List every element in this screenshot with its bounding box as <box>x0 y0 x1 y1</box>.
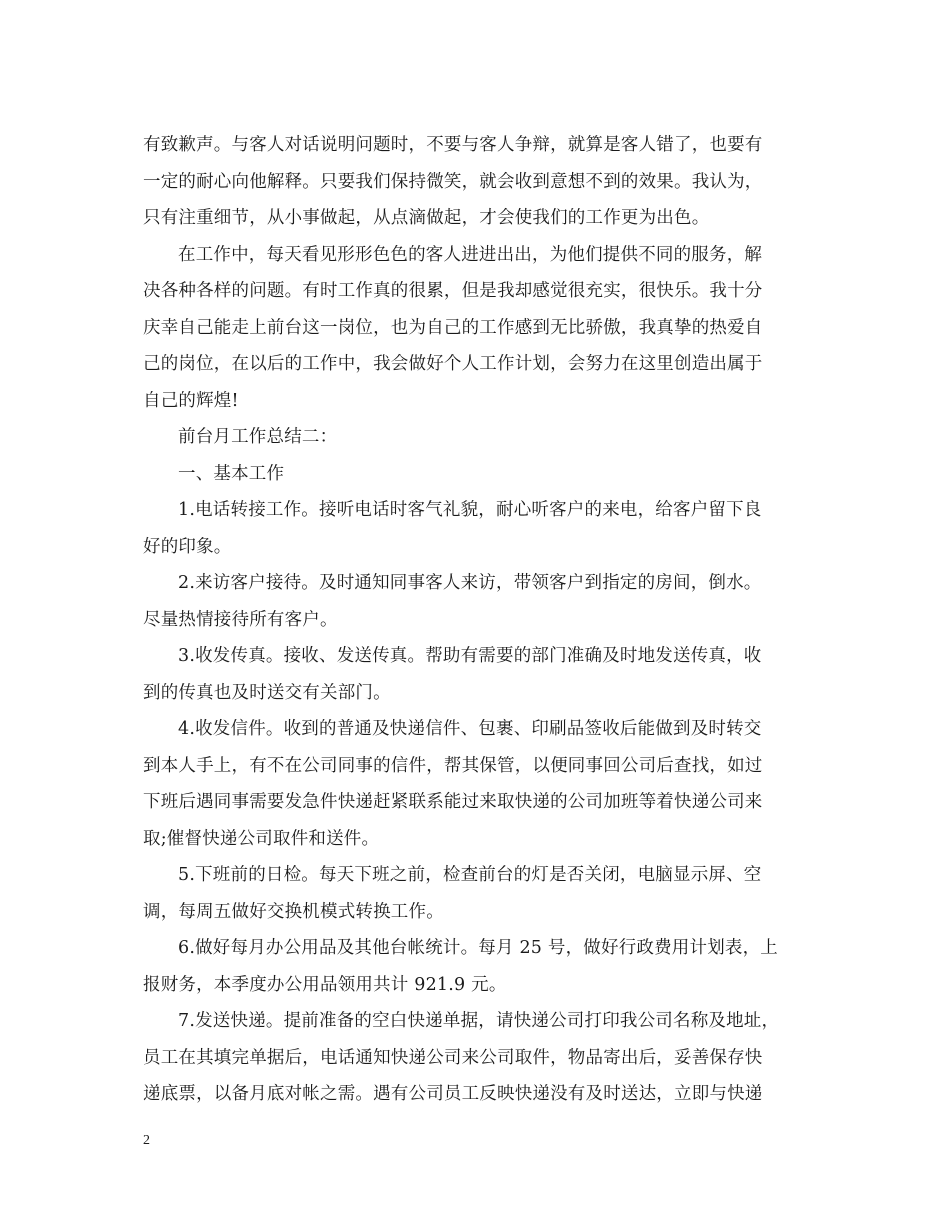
text-line: 4.收发信件。收到的普通及快递信件、包裹、印刷品签收后能做到及时转交 <box>178 719 762 739</box>
text-line: 一定的耐心向他解释。只要我们保持微笑，就会收到意想不到的效果。我认为， <box>143 171 763 192</box>
text-line: 决各种各样的问题。有时工作真的很累，但是我却感觉很充实，很快乐。我十分 <box>143 281 763 301</box>
text-line: 6.做好每月办公用品及其他台帐统计。每月 25 号，做好行政费用计划表，上 <box>178 938 778 958</box>
text-line: 1.电话转接工作。接听电话时客气礼貌，耐心听客户的来电，给客户留下良 <box>178 500 762 520</box>
body-text <box>143 127 805 1113</box>
text-line: 尽量热情接待所有客户。 <box>143 609 338 630</box>
text-line: 一、基本工作 <box>178 463 285 484</box>
text-line: 2.来访客户接待。及时通知同事客人来访，带领客户到指定的房间，倒水。 <box>178 573 762 593</box>
text-line: 在工作中，每天看见形形色色的客人进进出出，为他们提供不同的服务，解 <box>178 244 763 265</box>
text-line: 5.下班前的日检。每天下班之前，检查前台的灯是否关闭，电脑显示屏、空 <box>178 865 762 885</box>
text-line: 庆幸自己能走上前台这一岗位，也为自己的工作感到无比骄傲，我真挚的热爱自 <box>143 317 763 338</box>
text-line: 前台月工作总结二： <box>178 427 338 447</box>
text-line: 取;催督快递公司取件和送件。 <box>143 828 380 849</box>
text-line: 自己的辉煌! <box>143 390 239 411</box>
text-line: 3.收发传真。接收、发送传真。帮助有需要的部门准确及时地发送传真，收 <box>178 646 762 666</box>
text-line: 递底票，以备月底对帐之需。遇有公司员工反映快递没有及时送达，立即与快递 <box>143 1084 763 1104</box>
text-line: 只有注重细节，从小事做起，从点滴做起，才会使我们的工作更为出色。 <box>143 208 710 228</box>
text-line: 调，每周五做好交换机模式转换工作。 <box>143 901 444 922</box>
text-line: 到的传真也及时送交有关部门。 <box>143 682 391 703</box>
text-line: 7.发送快递。提前准备的空白快递单据，请快递公司打印我公司名称及地址， <box>178 1011 780 1031</box>
text-line: 员工在其填完单据后，电话通知快递公司来公司取件，物品寄出后，妥善保存快 <box>143 1047 763 1068</box>
text-line: 己的岗位，在以后的工作中，我会做好个人工作计划，会努力在这里创造出属于 <box>143 354 763 374</box>
text-line: 报财务，本季度办公用品领用共计 921.9 元。 <box>143 974 507 995</box>
text-line: 好的印象。 <box>143 536 232 557</box>
text-line: 有致歉声。与客人对话说明问题时，不要与客人争辩，就算是客人错了，也要有 <box>143 135 763 155</box>
text-line: 到本人手上，有不在公司同事的信件，帮其保管，以便同事回公司后查找，如过 <box>143 755 763 776</box>
page-number: 2 <box>143 1133 150 1148</box>
text-line: 下班后遇同事需要发急件快递赶紧联系能过来取快递的公司加班等着快递公司来 <box>143 792 763 812</box>
